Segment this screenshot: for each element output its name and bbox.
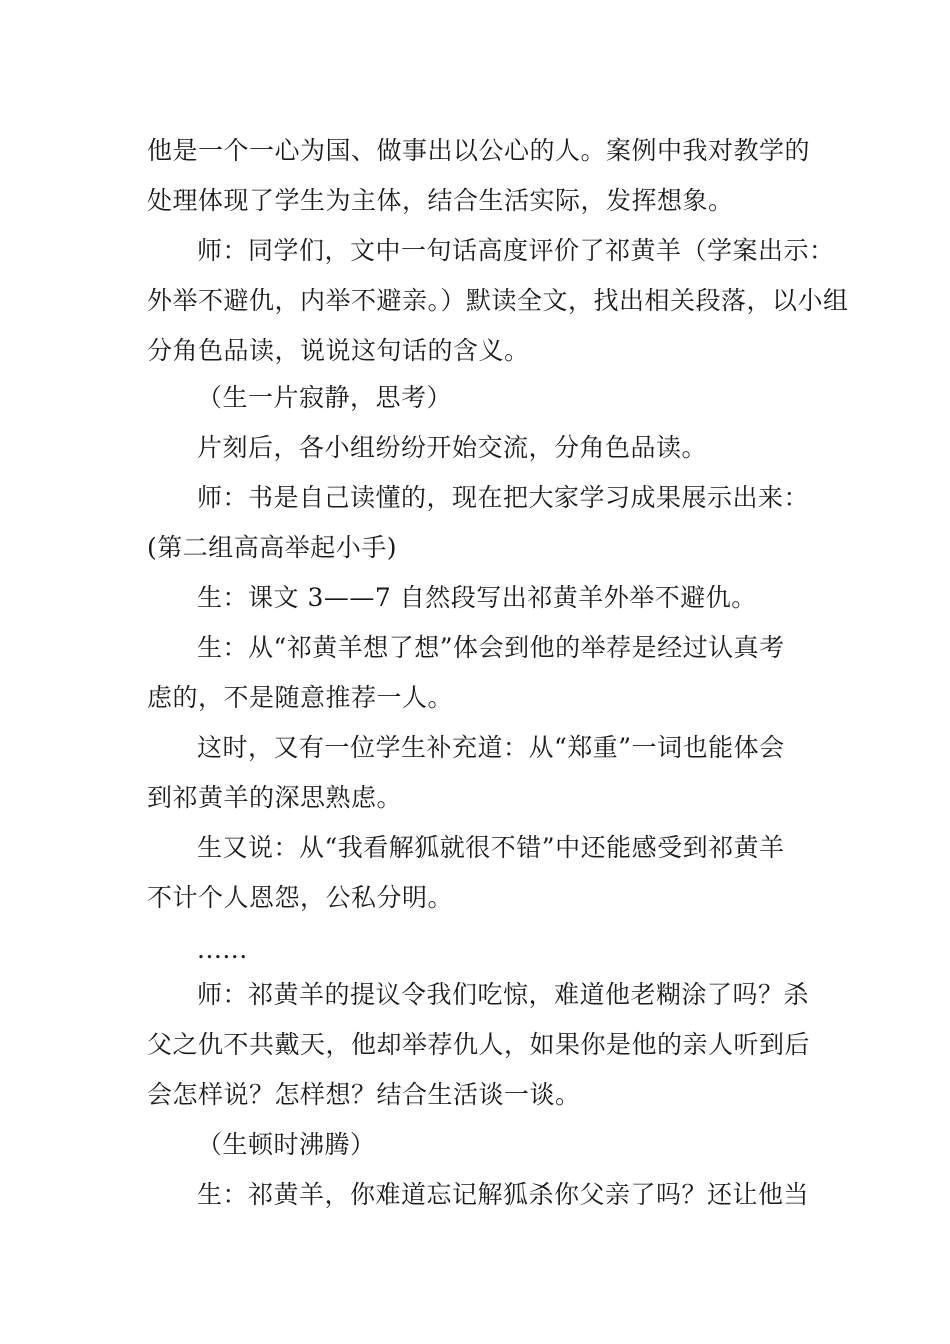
text-line: 外举不避仇，内举不避亲。）默读全文，找出相关段落，以小组 [147,286,849,315]
text-line: (第二组高高举起小手) [147,533,398,562]
text-line: 分角色品读，说说这句话的含义。 [147,336,530,365]
text-line: 生又说：从“我看解狐就很不错”中还能感受到祁黄羊 [197,833,785,862]
text-line: 片刻后，各小组纷纷开始交流，分角色品读。 [197,433,708,462]
text-line: 这时，又有一位学生补充道：从“郑重”一词也能体会 [197,733,785,762]
text-line: 生：从“祁黄羊想了想”体会到他的举荐是经过认真考 [197,633,785,662]
text-line: （生一片寂静，思考） [197,383,453,412]
text-line: 师：祁黄羊的提议令我们吃惊，难道他老糊涂了吗？杀 [197,980,810,1009]
text-line: 父之仇不共戴天，他却举荐仇人，如果你是他的亲人听到后 [147,1030,811,1059]
text-line: 师：书是自己读懂的，现在把大家学习成果展示出来： [197,483,810,512]
text-line: 生：祁黄羊，你难道忘记解狐杀你父亲了吗？还让他当 [197,1180,810,1209]
text-line: 虑的，不是随意推荐一人。 [147,683,454,712]
text-line: （生顿时沸腾） [197,1130,376,1159]
ellipsis-line: ...... [197,935,248,964]
text-line: 生：课文 3——7 自然段写出祁黄羊外举不避仇。 [197,583,757,612]
text-line: 他是一个一心为国、做事出以公心的人。案例中我对教学的 [147,136,811,165]
text-line: 处理体现了学生为主体，结合生活实际，发挥想象。 [147,186,734,215]
text-line: 不计个人恩怨，公私分明。 [147,883,454,912]
text-line: 会怎样说？怎样想？结合生活谈一谈。 [147,1080,581,1109]
text-line: 到祁黄羊的深思熟虑。 [147,783,403,812]
text-line: 师：同学们，文中一句话高度评价了祁黄羊（学案出示： [197,236,835,265]
